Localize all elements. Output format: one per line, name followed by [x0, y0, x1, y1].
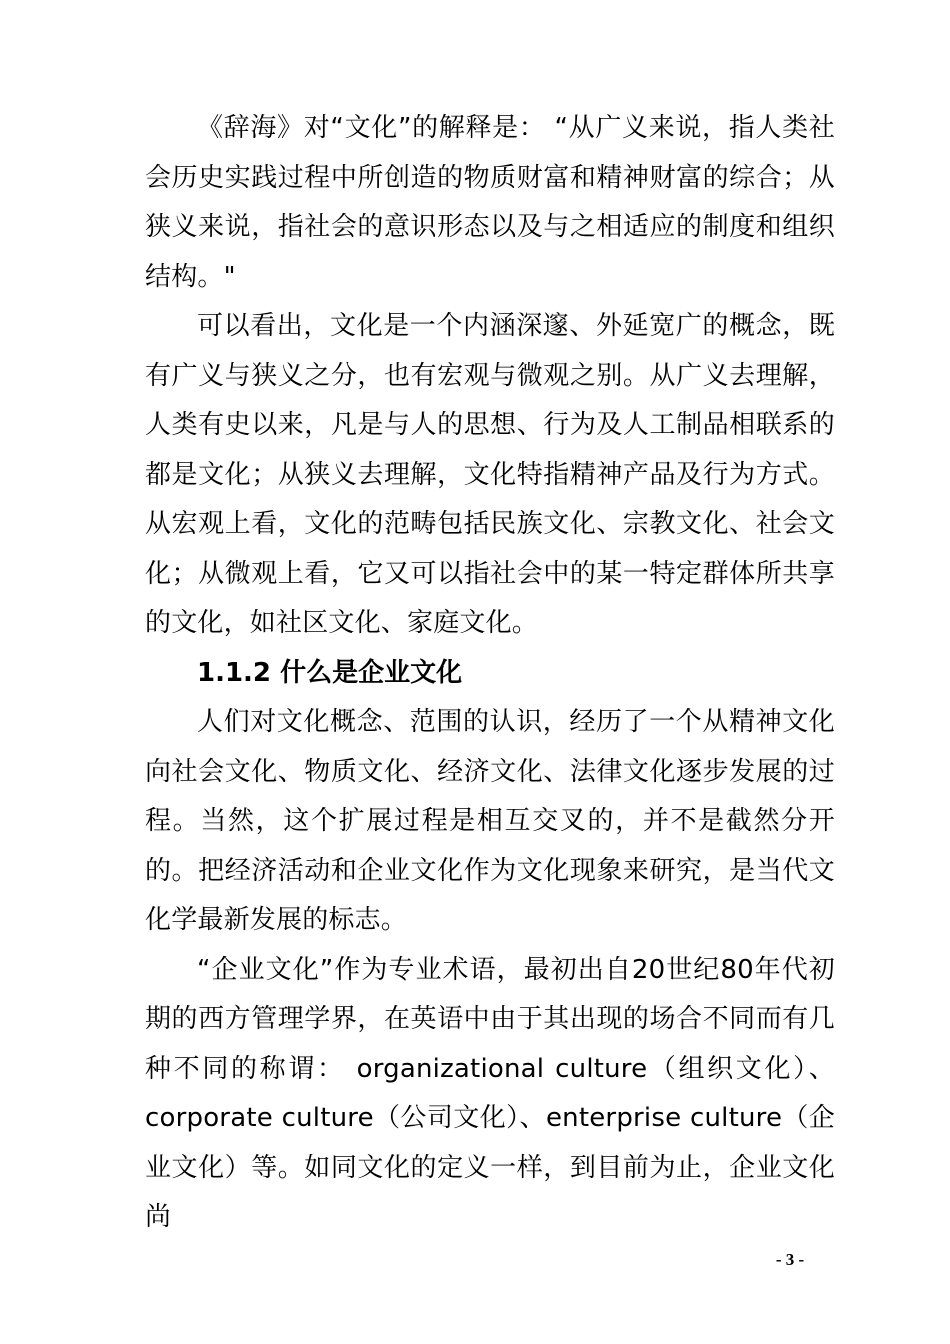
body-text: [145, 104, 835, 1243]
paragraph-corporate-culture-origin: “企业文化”作为专业术语，最初出自20世纪80年代初期的西方管理学界，在英语中由于其出现的场合不同而有几种不同的称谓： organizational culture（组织文化）、corporate culture（公司文化）、enterprise culture（企业文化）等。如同文化的定义一样，到目前为止，企业文化尚: [145, 954, 835, 1232]
section-heading: 1.1.2 什么是企业文化: [197, 657, 463, 688]
page-number: - 3 -: [775, 1250, 805, 1269]
paragraph-culture-understanding: 人们对文化概念、范围的认识，经历了一个从精神文化向社会文化、物质文化、经济文化、法律文化逐步发展的过程。当然，这个扩展过程是相互交叉的，并不是截然分开的。把经济活动和企业文化作为文化现象来研究，是当代文化学最新发展的标志。: [145, 707, 835, 935]
paragraph-culture-concept: 可以看出，文化是一个内涵深邃、外延宽广的概念，既有广义与狭义之分，也有宏观与微观之别。从广义去理解，人类有史以来，凡是与人的思想、行为及人工制品相联系的都是文化；从狭义去理解，文化特指精神产品及行为方式。从宏观上看，文化的范畴包括民族文化、宗教文化、社会文化；从微观上看，它又可以指社会中的某一特定群体所共享的文化，如社区文化、家庭文化。: [145, 311, 835, 638]
paragraph-cihai-definition: 《辞海》对“文化”的解释是： “从广义来说，指人类社会历史实践过程中所创造的物质财富和精神财富的综合；从狭义来说，指社会的意识形态以及与之相适应的制度和组织结构。": [145, 113, 835, 292]
